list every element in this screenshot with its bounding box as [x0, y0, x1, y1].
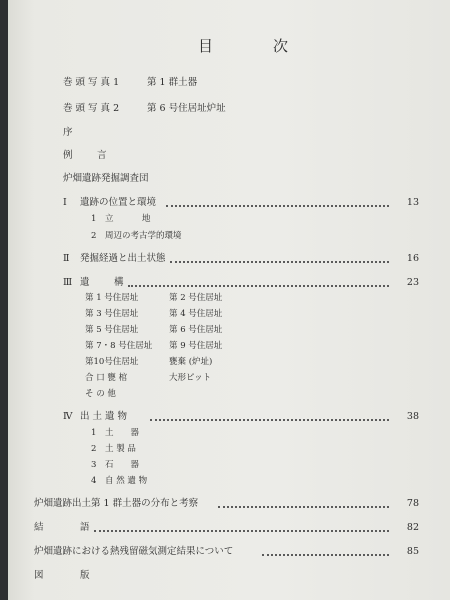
- sec2-leader: [170, 253, 419, 265]
- dot-leader: [94, 530, 389, 532]
- sec3-leader: [128, 277, 419, 289]
- sec2-number: Ⅱ: [63, 253, 70, 264]
- conclusion-page: 82: [406, 522, 419, 533]
- plates-a: 図: [34, 570, 44, 581]
- dot-leader: [150, 419, 389, 421]
- sec4-sub-1: 土 器: [105, 428, 140, 438]
- sec4-leader: [150, 411, 419, 423]
- sec2-page: 16: [406, 253, 419, 264]
- plate1-text: 第 1 群土器: [147, 77, 198, 88]
- dwelling-right-2: 第 4 号住居址: [169, 309, 223, 319]
- sec1-number: Ⅰ: [63, 197, 67, 208]
- dwelling-right-6: 大形ピット: [169, 373, 212, 383]
- sec1-sub1-num: 1: [91, 214, 97, 224]
- dwelling-left-7: そ の 他: [85, 389, 116, 399]
- dwelling-left-3: 第 5 号住居址: [85, 325, 139, 335]
- sec1-leader: [166, 197, 419, 209]
- dot-leader: [128, 285, 389, 287]
- plate2-label: 巻 頭 写 真 2: [63, 103, 120, 114]
- magnetic-chapter: 炉畑遺跡における熱残留磁気測定結果について: [34, 546, 234, 557]
- plates-b: 版: [80, 570, 90, 581]
- preface: 序: [63, 127, 73, 138]
- sec3-title-b: 構: [114, 277, 124, 288]
- plate1-label: 巻 頭 写 真 1: [63, 77, 120, 88]
- distribution-leader: [218, 498, 419, 510]
- conclusion-a: 結: [34, 522, 44, 533]
- sec2-title: 発掘経過と出土状態: [80, 253, 166, 264]
- sec4-page: 38: [406, 411, 419, 422]
- dwelling-right-5: 甕棄 (炉址): [169, 357, 213, 367]
- dot-leader: [170, 261, 389, 263]
- sec3-number: Ⅲ: [63, 277, 73, 288]
- dot-leader: [262, 554, 389, 556]
- sec4-number: Ⅳ: [63, 411, 73, 422]
- sec1-sub2-num: 2: [91, 231, 97, 241]
- sec3-title-a: 遺: [80, 277, 90, 288]
- toc-title-right: 次: [273, 37, 289, 55]
- sec1-title: 遺跡の位置と環境: [80, 197, 157, 208]
- dwelling-left-6: 合 口 甕 棺: [85, 373, 128, 383]
- dwelling-right-1: 第 2 号住居址: [169, 293, 223, 303]
- sec4-sub-num-4: 4: [91, 476, 97, 486]
- sec1-sub2: 周辺の考古学的環境: [105, 231, 182, 241]
- dot-leader: [166, 205, 389, 207]
- plate2-text: 第 6 号住居址炉址: [147, 103, 226, 114]
- conclusion-leader: [94, 522, 419, 534]
- conclusion-b: 語: [80, 522, 90, 533]
- sec1-page: 13: [406, 197, 419, 208]
- sec4-sub-4: 自 然 遺 物: [105, 476, 148, 486]
- sec4-title: 出 土 遺 物: [80, 411, 128, 422]
- dwelling-left-4: 第 7・8 号住居址: [85, 341, 153, 351]
- sec4-sub-3: 石 器: [105, 460, 140, 470]
- magnetic-page: 85: [406, 546, 419, 557]
- dwelling-left-2: 第 3 号住居址: [85, 309, 139, 319]
- dwelling-left-1: 第 1 号住居址: [85, 293, 139, 303]
- toc-page: [8, 0, 450, 600]
- sec1-sub1-a: 立: [105, 214, 114, 224]
- distribution-page: 78: [406, 498, 419, 509]
- sec1-sub1-b: 地: [142, 214, 151, 224]
- dot-leader: [218, 506, 389, 508]
- dwelling-right-3: 第 6 号住居址: [169, 325, 223, 335]
- toc-title-left: 目: [198, 37, 214, 55]
- sec4-sub-2: 土 製 品: [105, 444, 136, 454]
- sec3-page: 23: [406, 277, 419, 288]
- excavation-team: 炉畑遺跡発掘調査団: [63, 173, 149, 184]
- notes-right: 言: [97, 150, 107, 161]
- distribution-chapter: 炉畑遺跡出土第 1 群土器の分布と考察: [34, 498, 199, 509]
- sec4-sub-num-1: 1: [91, 428, 97, 438]
- dwelling-left-5: 第10号住居址: [85, 357, 139, 367]
- dwelling-right-4: 第 9 号住居址: [169, 341, 223, 351]
- magnetic-leader: [262, 546, 419, 558]
- notes-left: 例: [63, 150, 73, 161]
- sec4-sub-num-2: 2: [91, 444, 97, 454]
- sec4-sub-num-3: 3: [91, 460, 97, 470]
